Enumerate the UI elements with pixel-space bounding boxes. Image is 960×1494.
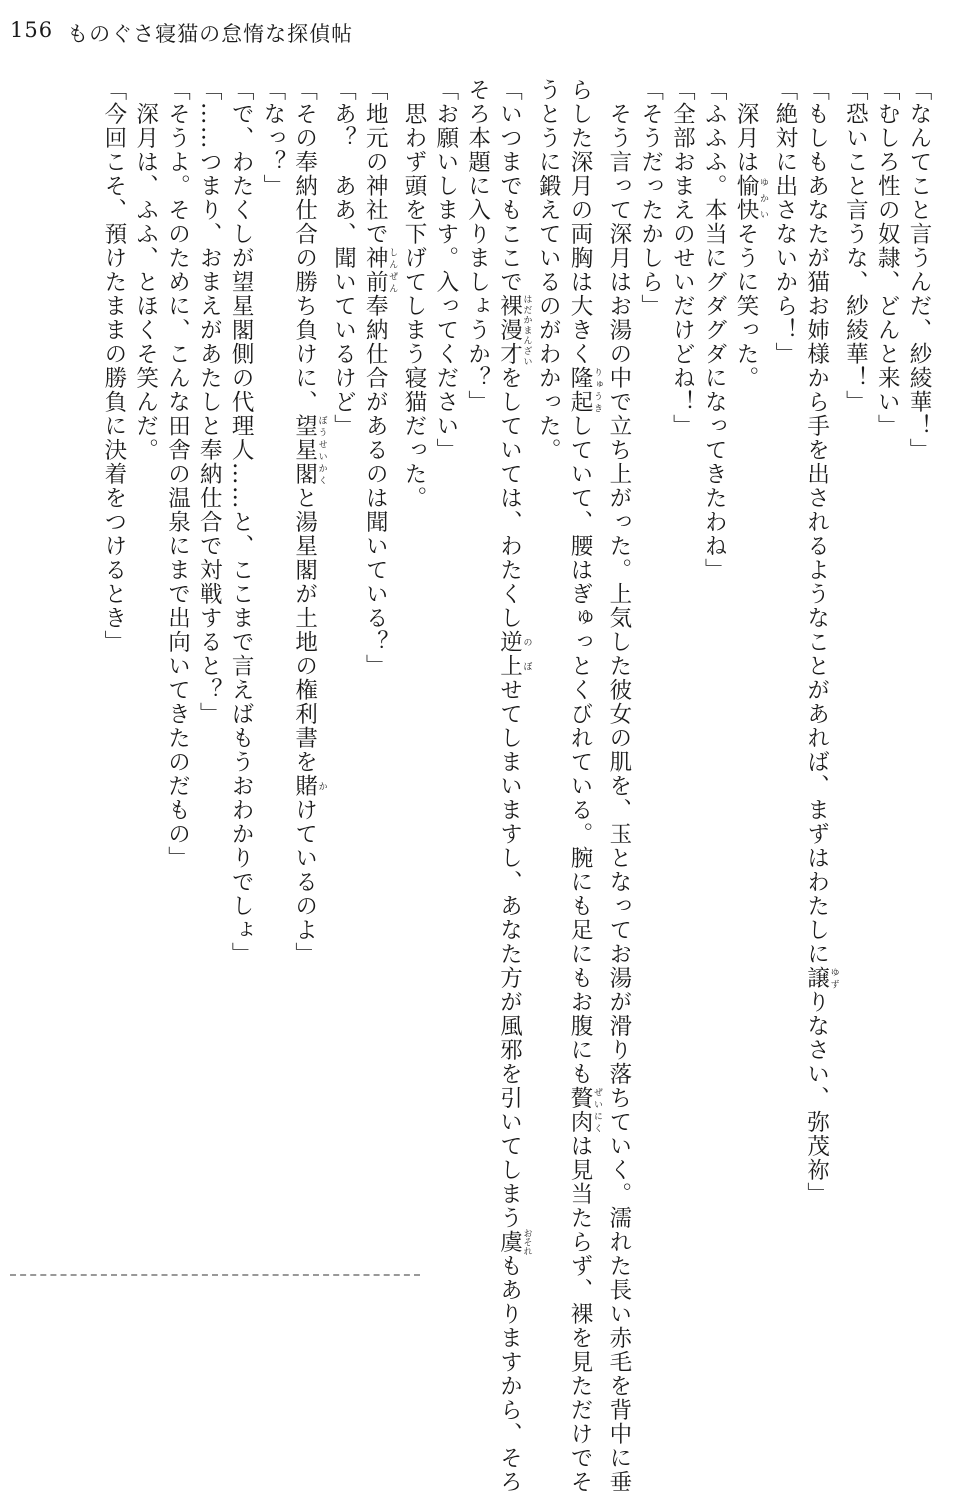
text-segment: 「なんてこと言うんだ、紗綾華！」	[906, 78, 932, 462]
novel-body-text	[10, 78, 934, 1494]
ruby-reading: おそれ	[521, 1228, 532, 1256]
text-segment: 「全部おまえのせいだけどね！」	[669, 78, 696, 438]
text-segment: 「恐いこと言うな、紗綾華！」	[842, 78, 869, 414]
ruby-base: 隆起	[567, 366, 594, 414]
text-segment: りなさい、弥茂祢」	[803, 990, 830, 1206]
ruby-base: 愉快	[733, 174, 760, 222]
text-line	[358, 78, 397, 1258]
text-line	[256, 78, 288, 1258]
ruby-reading: ゆかい	[758, 174, 769, 222]
ruby-annotation	[291, 414, 327, 486]
text-line	[666, 78, 698, 1258]
text-segment: せてしまいますし、あなた方が風邪を引いてしまう	[496, 678, 523, 1230]
text-segment: 「お願いします。入ってください」	[432, 78, 459, 462]
text-segment: をしていては、わたくし	[496, 366, 523, 630]
ruby-annotation	[567, 366, 603, 414]
text-line	[493, 78, 532, 1494]
ruby-annotation	[496, 294, 532, 366]
ruby-annotation	[496, 1228, 532, 1256]
text-line	[602, 78, 634, 1494]
text-segment: していて、腰はぎゅっとくびれている。腕にも足にもお腹にも	[567, 414, 594, 1086]
page-number: 156	[10, 18, 54, 42]
ruby-base: 逆上	[496, 630, 523, 678]
text-line	[461, 78, 493, 1258]
text-line	[192, 78, 224, 1258]
text-line	[729, 78, 768, 1258]
ruby-annotation	[496, 630, 532, 678]
text-segment: 「そうよ。そのために、こんな田舎の温泉にまで出向いてきたのだもの」	[164, 78, 191, 870]
page-header	[10, 18, 353, 48]
text-line	[397, 78, 429, 1258]
text-segment: 「そうだったかしら」	[637, 78, 664, 318]
text-segment: は見当たらず、裸を見ただけでそ	[567, 1134, 594, 1494]
text-line	[902, 78, 934, 1258]
ruby-annotation	[567, 1086, 603, 1134]
ruby-base: 虞	[496, 1228, 523, 1256]
text-segment: もありますから、そろ	[496, 1254, 523, 1494]
text-segment: そろ本題に入りましょうか？」	[464, 78, 491, 414]
ruby-annotation	[733, 174, 769, 222]
text-line	[800, 78, 839, 1258]
book-title: ものぐさ寝猫の怠惰な探偵帖	[67, 22, 354, 46]
text-segment: けているのよ」	[291, 798, 318, 966]
ruby-base: 裸漫才	[496, 294, 523, 366]
ruby-reading: しんぜん	[387, 246, 398, 294]
ruby-reading: ゆず	[828, 966, 839, 990]
text-segment: と湯星閣が土地の権利書を	[291, 486, 318, 774]
ruby-reading: はだかまんざい	[521, 294, 532, 366]
ruby-base: 譲	[803, 966, 830, 990]
text-segment: 「なっ？」	[259, 78, 286, 198]
text-segment: 「絶対に出さないから！」	[771, 78, 798, 366]
text-segment: 「その奉納仕合の勝ち負けに、	[291, 78, 318, 414]
text-line	[839, 78, 871, 1258]
text-segment: 「今回こそ、預けたままの勝負に決着をつけるとき」	[100, 78, 127, 654]
text-segment: 思わず頭を下げてしまう寝猫だった。	[401, 78, 428, 510]
ruby-base: 賭	[291, 774, 318, 798]
text-segment: 深月は	[733, 78, 760, 174]
text-segment: 「あ？ ああ、聞いているけど」	[330, 78, 357, 438]
text-segment: 「いつまでもここで	[496, 78, 523, 294]
ruby-base: 贅肉	[567, 1086, 594, 1134]
text-segment: 「で、わたくしが望星閣側の代理人……と、ここまで言えばもうおわかりでしょ」	[228, 78, 255, 966]
text-line	[288, 78, 327, 1258]
text-segment: そうに笑った。	[733, 222, 760, 390]
text-segment: 「もしもあなたが猫お姉様から手を出されるようなことがあれば、まずはわたしに	[803, 78, 830, 966]
text-line	[97, 78, 129, 1258]
text-line	[563, 78, 603, 1494]
text-line	[161, 78, 193, 1258]
text-segment: うとうに鍛えているのがわかった。	[535, 78, 562, 462]
text-line	[634, 78, 666, 1258]
ruby-reading: ぜいにく	[592, 1086, 603, 1134]
text-line	[224, 78, 256, 1258]
ruby-reading: ぼうせいかく	[316, 414, 327, 486]
text-segment: 「……つまり、おまえがあたしと奉納仕合で対戦すると？」	[196, 78, 223, 726]
footer-divider	[10, 1274, 420, 1276]
text-segment: らした深月の両胸は大きく	[567, 78, 594, 366]
text-line	[870, 78, 902, 1258]
ruby-base: 望星閣	[291, 414, 318, 486]
ruby-reading: のぼ	[521, 630, 532, 678]
ruby-reading: か	[316, 774, 327, 798]
text-line	[327, 78, 359, 1258]
ruby-annotation	[803, 966, 839, 990]
text-segment: 深月は、ふふ、とほくそ笑んだ。	[132, 78, 159, 462]
text-segment: そう言って深月はお湯の中で立ち上がった。上気した彼女の肌を、玉となってお湯が滑り落ちていく。濡れた長い赤毛を背中に垂	[605, 78, 632, 1494]
text-line	[531, 78, 563, 1258]
text-segment: 「ふふふ。本当にグダグダになってきたわね」	[701, 78, 728, 582]
ruby-reading: りゅうき	[592, 366, 603, 414]
text-line	[768, 78, 800, 1258]
ruby-annotation	[291, 774, 327, 798]
text-segment: 「むしろ性の奴隷、どんと来い」	[874, 78, 901, 438]
text-segment: 奉納仕合があるのは聞いている？」	[362, 294, 389, 678]
ruby-base: 神前	[362, 246, 389, 294]
text-segment: 「地元の神社で	[362, 78, 389, 246]
text-line	[129, 78, 161, 1258]
text-line	[697, 78, 729, 1258]
text-line	[429, 78, 461, 1258]
ruby-annotation	[362, 246, 398, 294]
